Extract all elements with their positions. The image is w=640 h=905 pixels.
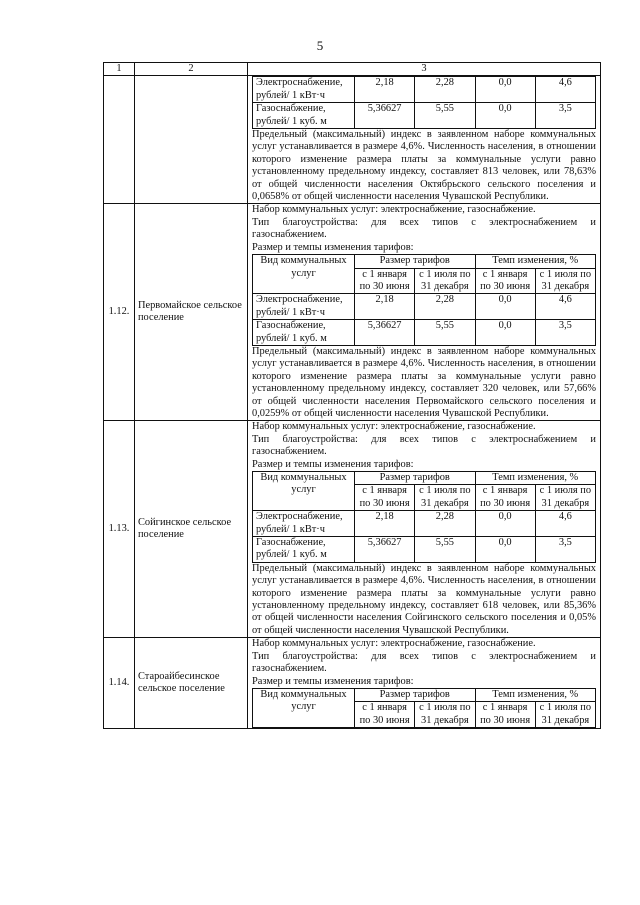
col-rate: Темп изменения, % [475,688,596,701]
service-name: Электроснабжение, рублей/ 1 кВт·ч [253,294,355,320]
index-paragraph: Предельный (максимальный) индекс в заявленном наборе коммунальных услуг устанавливается в размере 4,6%. Численность населения, в отношении которого изменение размера платы за коммунальные услуги равно установленному предельному индексу, составляет 813 человек, или 78,63% от общей численности населения Октябрьского сельского поселения и 0,0658% от общей численности населения Чувашской Республики. [252,129,596,203]
rate-value: 4,6 [535,294,595,320]
rate-row [253,511,596,537]
index-paragraph: Предельный (максимальный) индекс в заявленном наборе коммунальных услуг устанавливается в размере 4,6%. Численность населения, в отношении которого изменение размера платы за коммунальные услуги равно установленному предельному индексу, составляет 320 человек, или 57,66% от общей численности населения Первомайского сельского поселения и 0,0259% от общей численности населения Чувашской Республики. [252,345,596,419]
rate-value: 5,36627 [355,103,415,129]
continued-entry [104,76,601,204]
header-col-3: 3 [248,63,601,76]
col-jul: с 1 июля по 31 декабря [415,702,475,728]
col-size: Размер тарифов [355,255,476,268]
rate-value: 4,6 [535,77,595,103]
header-col-1: 1 [104,63,135,76]
page-number: 5 [316,38,324,53]
col-jul: с 1 июля по 31 декабря [535,702,595,728]
services-set: Набор коммунальных услуг: электроснабжение, газоснабжение. [252,638,536,650]
col-jul: с 1 июля по 31 декабря [535,268,595,294]
rate-row [253,103,596,129]
rate-row [253,294,596,320]
rate-value: 3,5 [535,320,595,346]
col-rate: Темп изменения, % [475,255,596,268]
entry-number: 1.13. [104,421,135,638]
rate-value: 0,0 [475,537,535,563]
rate-row [253,320,596,346]
improvement-type: Тип благоустройства: для всех типов с электроснабжением и газоснабжением. [252,216,596,241]
rate-value: 2,28 [415,77,475,103]
col-jul: с 1 июля по 31 декабря [415,485,475,511]
entry-row [104,421,601,638]
col-jul: с 1 июля по 31 декабря [535,485,595,511]
rates-label: Размер и темпы изменения тарифов: [252,458,414,470]
service-name: Электроснабжение, рублей/ 1 кВт·ч [253,511,355,537]
col-jan: с 1 января по 30 июня [355,268,415,294]
col-jan: с 1 января по 30 июня [475,485,535,511]
rate-value: 3,5 [535,103,595,129]
rate-value: 0,0 [475,320,535,346]
rate-value: 0,0 [475,77,535,103]
rate-value: 0,0 [475,103,535,129]
service-name: Газоснабжение, рублей/ 1 куб. м [253,103,355,129]
rate-row [253,537,596,563]
improvement-type: Тип благоустройства: для всех типов с электроснабжением и газоснабжением. [252,650,596,675]
col-service: Вид коммунальных услуг [253,255,355,294]
header-row [104,63,601,76]
services-set: Набор коммунальных услуг: электроснабжение, газоснабжение. [252,204,536,216]
rates-table [252,688,596,728]
rate-value: 2,28 [415,294,475,320]
entry-number: 1.12. [104,204,135,421]
rate-value: 2,18 [355,294,415,320]
header-col-2: 2 [135,63,248,76]
col-jan: с 1 января по 30 июня [475,702,535,728]
services-set: Набор коммунальных услуг: электроснабжение, газоснабжение. [252,421,536,433]
settlement-name: Первомайское сельское поселение [135,204,248,421]
col-size: Размер тарифов [355,472,476,485]
index-paragraph: Предельный (максимальный) индекс в заявленном наборе коммунальных услуг устанавливается в размере 4,6%. Численность населения, в отношении которого изменение размера платы за коммунальные услуги равно установленному предельному индексу, составляет 618 человек, или 85,36% от общей численности населения Сойгинского сельского поселения и 0,05% от общей численности населения Чувашской Республики. [252,562,596,636]
rates-label: Размер и темпы изменения тарифов: [252,241,414,253]
rate-value: 5,55 [415,103,475,129]
col-jan: с 1 января по 30 июня [355,485,415,511]
rate-value: 2,28 [415,511,475,537]
rate-value: 5,55 [415,537,475,563]
col-jan: с 1 января по 30 июня [355,702,415,728]
rates-table [252,254,596,346]
col-service: Вид коммунальных услуг [253,472,355,511]
entry-number: 1.14. [104,638,135,729]
rate-value: 3,5 [535,537,595,563]
rate-value: 0,0 [475,294,535,320]
rate-value: 5,36627 [355,537,415,563]
col-rate: Темп изменения, % [475,472,596,485]
tariff-table [103,62,601,729]
col-jul: с 1 июля по 31 декабря [415,268,475,294]
service-name: Электроснабжение, рублей/ 1 кВт·ч [253,77,355,103]
service-name: Газоснабжение, рублей/ 1 куб. м [253,320,355,346]
col-service: Вид коммунальных услуг [253,688,355,727]
rate-value: 4,6 [535,511,595,537]
col-jan: с 1 января по 30 июня [475,268,535,294]
entry-row [104,204,601,421]
improvement-type: Тип благоустройства: для всех типов с электроснабжением и газоснабжением. [252,433,596,458]
rate-value: 0,0 [475,511,535,537]
rate-value: 5,55 [415,320,475,346]
settlement-name: Сойгинское сельское поселение [135,421,248,638]
settlement-name: Староайбесинское сельское поселение [135,638,248,729]
rate-row [253,77,596,103]
rates-table [252,76,596,129]
col-size: Размер тарифов [355,688,476,701]
rates-label: Размер и темпы изменения тарифов: [252,675,414,687]
rates-table [252,471,596,563]
rate-value: 5,36627 [355,320,415,346]
entry-row [104,638,601,729]
rate-value: 2,18 [355,77,415,103]
rate-value: 2,18 [355,511,415,537]
service-name: Газоснабжение, рублей/ 1 куб. м [253,537,355,563]
